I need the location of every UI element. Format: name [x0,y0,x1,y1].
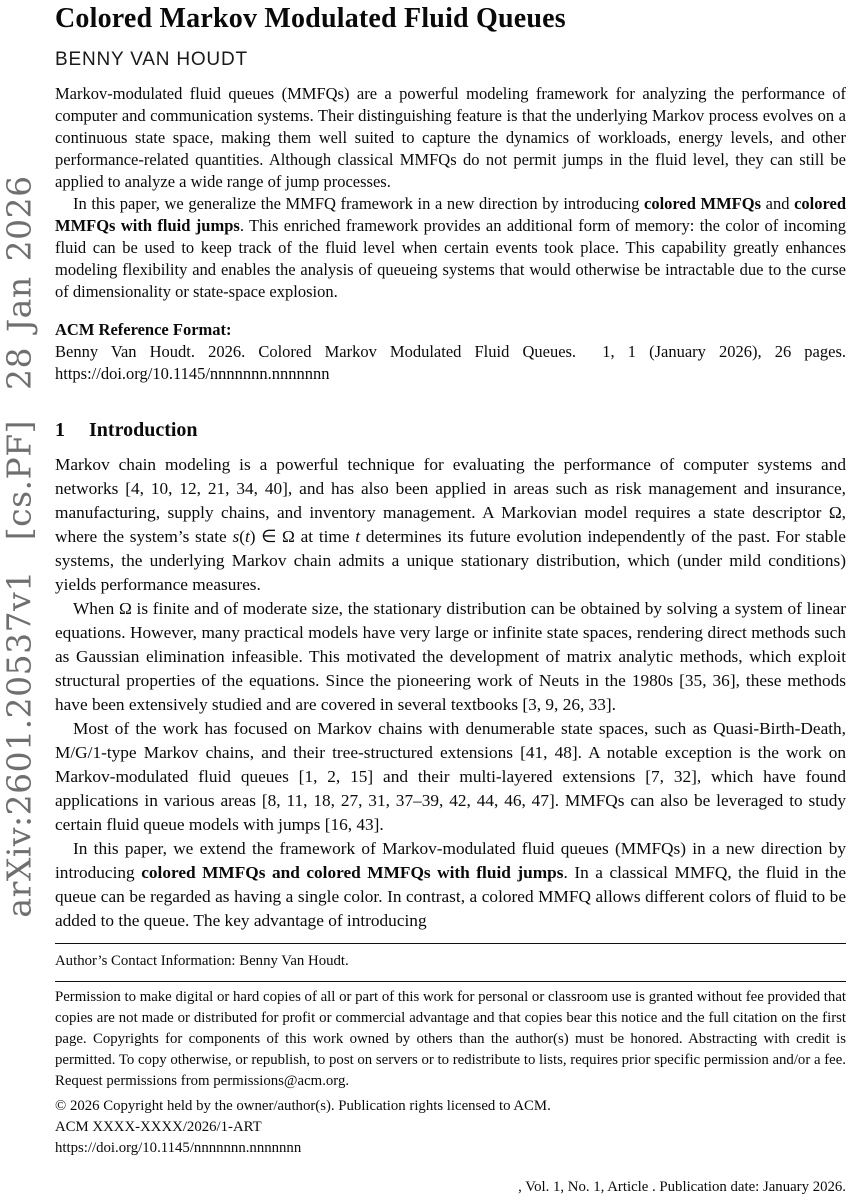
permission-notice: Permission to make digital or hard copies of all or part of this work for personal or classroom use is granted without fee provided that copies are not made or distributed for profit or commercial advantage and that copies bear this notice and the full citation on the first page. Copyrights for components of this work owned by others than the author(s) must be honored. Abstracting with credit is permitted. To copy otherwise, or republish, to post on servers or to redistribute to lists, requires prior specific permission and/or a fee. Request permissions from permissions@acm.org. [55,989,846,1089]
abstract-paragraph: Markov-modulated fluid queues (MMFQs) are a powerful modeling framework for analyzing the performance of computer and communication systems. Their distinguishing feature is that the underlying Markov process evolves on a continuous state space, making them well suited to capture the dynamics of workloads, energy levels, and other performance-related quantities. Although classical MMFQs do not permit jumps in the fluid level, they can still be applied to analyze a wide range of jump processes. [55,84,846,191]
acm-reference-block [55,319,846,385]
body-paragraph: Markov chain modeling is a powerful technique for evaluating the performance of computer systems and networks [4, 10, 12, 21, 34, 40], and has also been applied in areas such as risk management and insurance, manufacturing, supply chains, and inventory management. A Markovian model requires a state descriptor Ω, where the system’s state s(t) ∈ Ω at time t determines its future evolution independently of the past. For stable systems, the underlying Markov chain admits a unique stationary distribution, which (under mild conditions) yields performance measures. [55,455,846,594]
paper-content [55,0,846,933]
arxiv-watermark: arXiv:2601.20537v1 [cs.PF] 28 Jan 2026 [0,175,39,918]
footnote-area [55,943,846,1159]
footnote-rule [55,981,846,982]
section-heading [55,418,846,442]
doi-link[interactable]: https://doi.org/10.1145/nnnnnnn.nnnnnnn [55,1140,302,1156]
footnote-rule [55,943,846,944]
section-body [55,453,846,933]
abstract-paragraph: In this paper, we generalize the MMFQ framework in a new direction by introducing colored MMFQs and colored MMFQs with fluid jumps. This enriched framework provides an additional form of memory: the color of incoming fluid can be used to keep track of the fluid level when certain events took place. This capability greatly enhances modeling flexibility and enables the analysis of queueing systems that would otherwise be intractable due to the curse of dimensionality or state-space explosion. [55,194,847,301]
body-paragraph: Most of the work has focused on Markov chains with denumerable state spaces, such as Quasi-Birth-Death, M/G/1-type Markov chains, and their tree-structured extensions [41, 48]. A notable exception is the work on Markov-modulated fluid queues [1, 2, 15] and their multi-layered extensions [7, 32], which have found applications in various areas [8, 11, 18, 27, 31, 37–39, 42, 44, 46, 47]. MMFQs can also be leveraged to study certain fluid queue models with jumps [16, 43]. [55,719,846,834]
running-footer: , Vol. 1, No. 1, Article . Publication date: January 2026. [518,1179,846,1195]
author-name: BENNY VAN HOUDT [55,49,248,70]
body-paragraph: In this paper, we extend the framework of Markov-modulated fluid queues (MMFQs) in a new direction by introducing colored MMFQs and colored MMFQs with fluid jumps. In a classical MMFQ, the fluid in the queue can be regarded as having a single color. In contrast, a colored MMFQ allows different colors of fluid to be added to the queue. The key advantage of introducing [55,839,847,930]
copyright-line: © 2026 Copyright held by the owner/author(s). Publication rights licensed to ACM. [55,1098,551,1114]
acm-reference-text: Benny Van Houdt. 2026. Colored Markov Modulated Fluid Queues. 1, 1 (January 2026), 26 pages. https://doi.org/10.1145/nnnnnnn.nnnnnnn [55,342,846,383]
abstract [55,83,846,303]
body-paragraph: When Ω is finite and of moderate size, the stationary distribution can be obtained by solving a system of linear equations. However, many practical models have very large or infinite state spaces, rendering direct methods such as Gaussian elimination infeasible. This motivated the development of matrix analytic methods, which exploit structural properties of the equations. Since the pioneering work of Neuts in the 1980s [35, 36], these methods have been extensively studied and are covered in several textbooks [3, 9, 26, 33]. [55,599,846,714]
section-number: 1 [55,419,65,441]
paper-title: Colored Markov Modulated Fluid Queues [55,3,566,34]
author-contact-line: Author’s Contact Information: Benny Van Houdt. [55,953,349,969]
section-title: Introduction [89,419,198,441]
acm-reference-label: ACM Reference Format: [55,320,232,339]
acm-issn-line: ACM XXXX-XXXX/2026/1-ART [55,1119,262,1135]
